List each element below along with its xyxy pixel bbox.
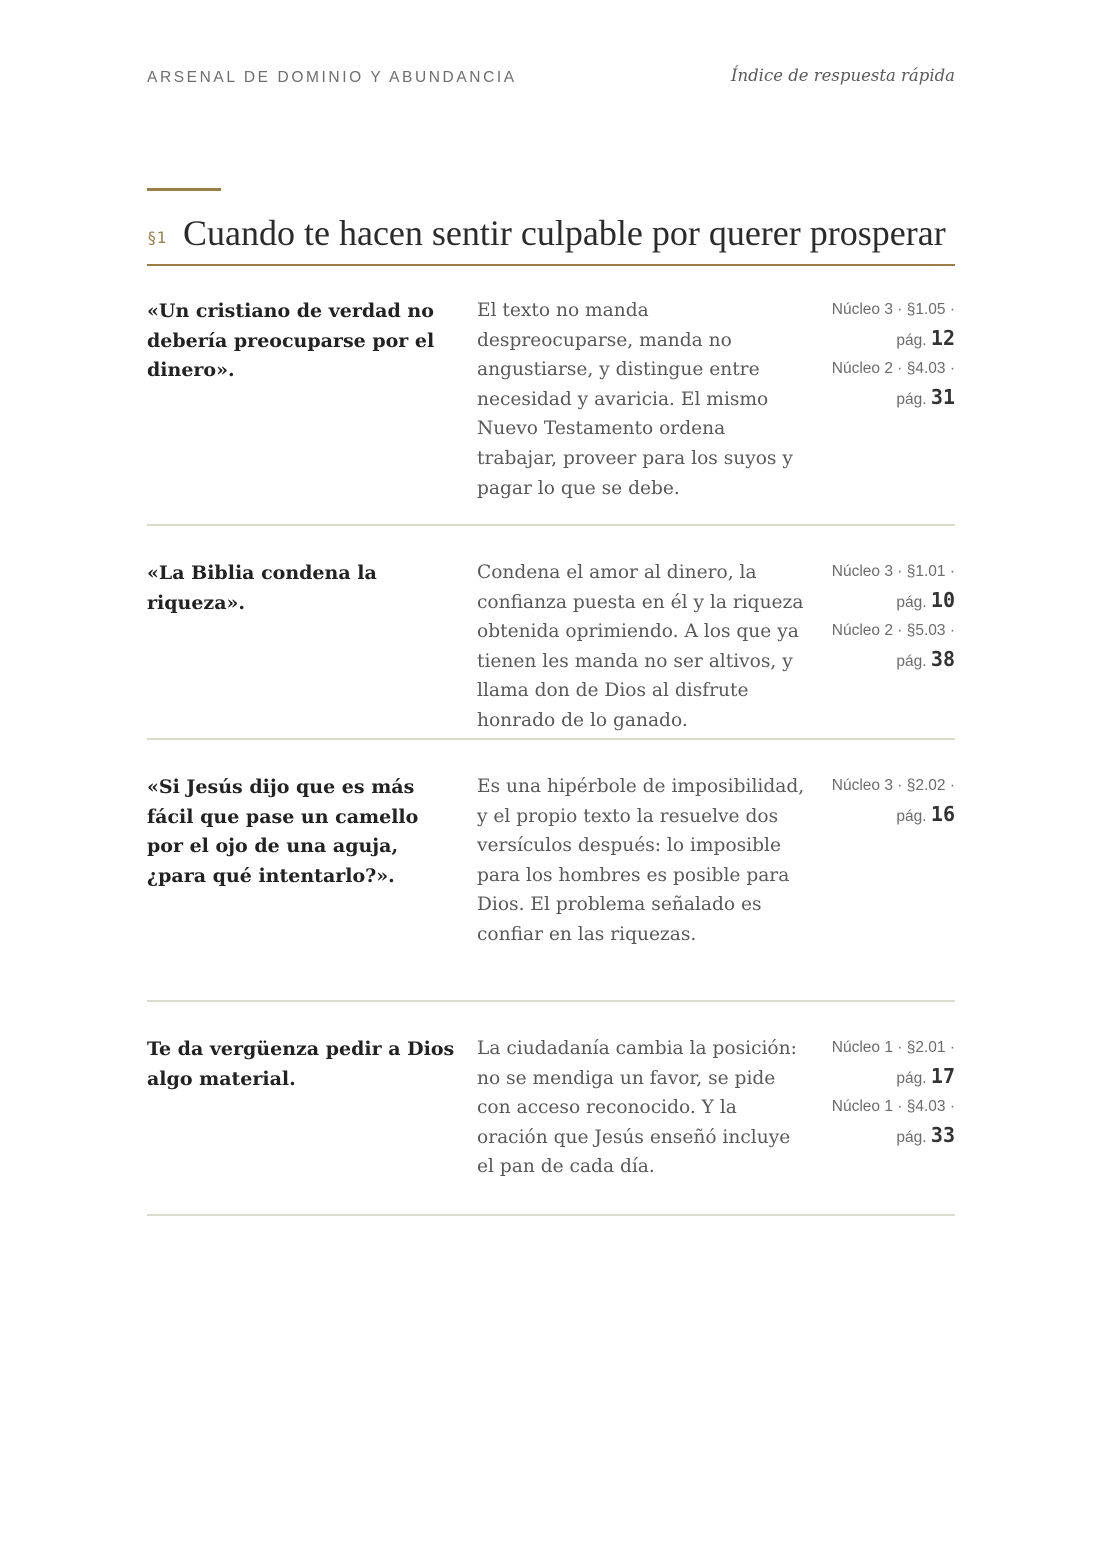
answer-text: El texto no manda despreocuparse, manda no angustiarse, y distingue entre necesidad y avaricia. El mismo Nuevo Testamento ordena trabajar, proveer para los suyos y pagar lo que se debe. [477, 300, 793, 499]
entry-row [147, 544, 955, 740]
entry-row [147, 758, 955, 1002]
references [815, 1034, 955, 1152]
reference-location: Núcleo 2 · §5.03 · pág. [831, 622, 955, 670]
reference[interactable] [815, 296, 955, 355]
reference-page: 31 [930, 385, 955, 409]
accent-rule [147, 188, 221, 191]
answer-text: La ciudadanía cambia la posición: no se mendiga un favor, se pide con acceso reconocido. Y la oración que Jesús enseñó incluye el pan de cada día. [477, 1038, 797, 1178]
entries-list [147, 282, 955, 1234]
objection-text: «Un cristiano de verdad no debería preocuparse por el dinero». [147, 300, 435, 382]
references [815, 296, 955, 414]
book-title: ARSENAL DE DOMINIO Y ABUNDANCIA [147, 69, 517, 86]
objection-text: Te da vergüenza pedir a Dios algo material. [147, 1038, 455, 1090]
section-heading [147, 210, 955, 266]
section-number: §1 [147, 228, 167, 247]
reference-location: Núcleo 3 · §2.02 · pág. [831, 777, 955, 825]
reference[interactable] [815, 355, 955, 414]
answer-text: Es una hipérbole de imposibilidad, y el propio texto la resuelve dos versículos después: lo imposible para los hombres es posible para Dios. El problema señalado es confiar en las riquezas. [477, 776, 805, 945]
reference-location: Núcleo 3 · §1.05 · pág. [831, 301, 955, 349]
reference-page: 33 [930, 1123, 955, 1147]
reference[interactable] [815, 1034, 955, 1093]
reference-location: Núcleo 1 · §2.01 · pág. [831, 1039, 955, 1087]
entry-row [147, 282, 955, 526]
reference-location: Núcleo 2 · §4.03 · pág. [831, 360, 955, 408]
references [815, 558, 955, 676]
reference-location: Núcleo 3 · §1.01 · pág. [831, 563, 955, 611]
objection-text: «La Biblia condena la riqueza». [147, 562, 377, 614]
running-header [147, 64, 955, 94]
reference[interactable] [815, 1093, 955, 1152]
section-title: Cuando te hacen sentir culpable por querer prosperar [183, 213, 946, 253]
reference[interactable] [815, 617, 955, 676]
entry-row [147, 1020, 955, 1216]
objection-text: «Si Jesús dijo que es más fácil que pase un camello por el ojo de una aguja, ¿para qué intentarlo?». [147, 776, 419, 887]
reference-page: 17 [930, 1064, 955, 1088]
reference[interactable] [815, 772, 955, 831]
reference-page: 12 [930, 326, 955, 350]
reference-page: 10 [930, 588, 955, 612]
reference[interactable] [815, 558, 955, 617]
reference-page: 38 [930, 647, 955, 671]
references [815, 772, 955, 831]
reference-page: 16 [930, 802, 955, 826]
reference-location: Núcleo 1 · §4.03 · pág. [831, 1098, 955, 1146]
index-title: Índice de respuesta rápida [730, 66, 955, 85]
answer-text: Condena el amor al dinero, la confianza puesta en él y la riqueza obtenida oprimiendo. A los que ya tienen les manda no ser altivos, y llama don de Dios al disfrute honrado de lo ganado. [477, 562, 804, 731]
